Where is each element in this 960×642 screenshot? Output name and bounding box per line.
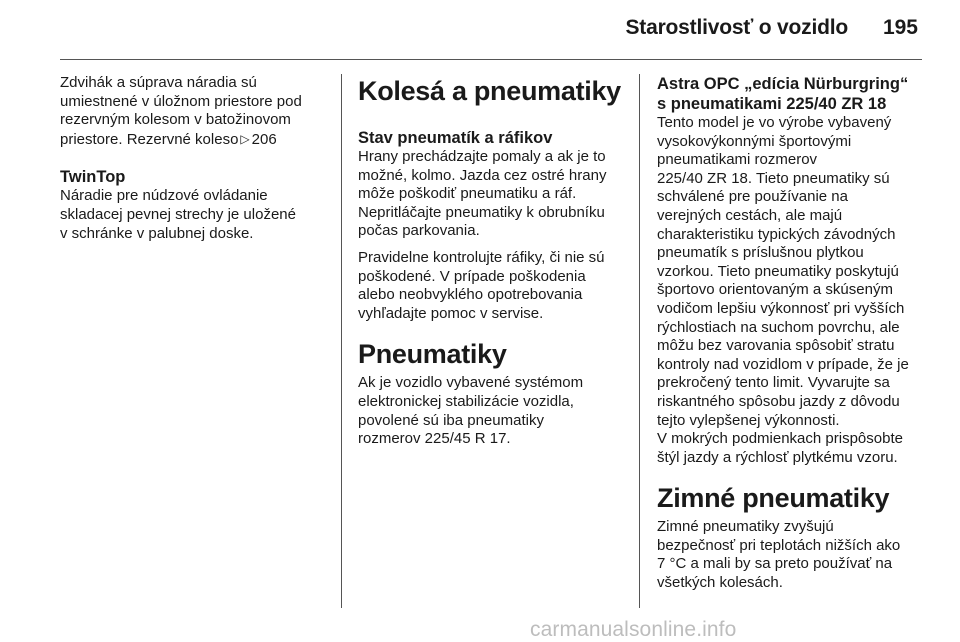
text-line: vyhľadajte pomoc v servise. [358,304,544,322]
text-line: športovo orientovaným a skúseným [657,281,893,299]
text-line: Zimné pneumatiky zvyšujú [657,518,834,536]
column-divider-1 [341,74,342,608]
text-line: vysokovýkonnými športovými [657,132,852,150]
page-number: 195 [882,16,918,39]
text-line: Náradie pre núdzové ovládanie [60,187,268,205]
subheading-astra-opc [657,74,929,114]
text-line: 225/40 ZR 18. Tieto pneumatiky sú [657,169,890,187]
text-line: môžu bez varovania spôsobiť stratu [657,337,895,355]
text-line-part: priestore. Rezervné koleso [60,130,239,148]
column-3 [657,74,929,593]
tyres-paragraph [358,374,630,448]
page-header [0,0,960,62]
text-line: Nepritláčajte pneumatiky k obrubníku [358,203,605,221]
winter-tyres-paragraph [657,518,929,592]
twintop-paragraph [60,187,332,243]
astra-opc-paragraph [657,114,929,467]
tyre-condition-paragraph [358,148,630,241]
column-divider-2 [639,74,640,608]
text-line: umiestnené v úložnom priestore pod [60,92,302,110]
section-heading-wheels-tyres: Kolesá a pneumatiky [358,76,621,106]
text-line: 7 °C a mali by sa preto používať na [657,555,893,573]
column-1 [60,74,332,243]
text-line: Tento model je vo výrobe vybavený [657,114,892,131]
watermark: carmanualsonline.info [530,618,737,641]
page-reference-link[interactable]: 206 [251,130,277,148]
text-line: vodičom lepšiu výkonnosť pri vyšších [657,299,905,317]
rim-check-paragraph [358,249,630,323]
text-line: pneumatikami rozmerov [657,151,818,169]
text-line: Hrany prechádzajte pomaly a ak je to [358,148,606,165]
text-line: riskantného spôsobu jazdy z dôvodu [657,392,900,410]
text-line: pneumatík s príslušnou plytkou [657,244,864,262]
page-title: Starostlivosť o vozidlo [625,16,848,39]
column-2 [358,74,630,449]
text-line: prekročený tento limit. Vyvarujte sa [657,374,890,392]
text-line: rýchlostiach na suchom povrchu, ale [657,318,900,336]
arrow-right-icon: ▷ [240,131,250,146]
subheading-tyre-condition: Stav pneumatík a ráfikov [358,129,553,147]
text-line: všetkých kolesách. [657,574,783,592]
text-line: počas parkovania. [358,222,480,240]
text-line [60,130,332,150]
text-line: Ak je vozidlo vybavené systémom [358,374,584,392]
text-line: schválené pre používanie na [657,188,848,206]
text-line: v schránke v palubnej doske. [60,224,254,242]
text-line: tejto vylepšenej výkonnosti. [657,411,840,429]
text-line: Zdvihák a súprava náradia sú [60,74,257,91]
text-line: elektronickej stabilizácie vozidla, [358,392,574,410]
header-rule [60,59,922,60]
text-line: V mokrých podmienkach prispôsobte [657,430,903,448]
text-line: môže poškodiť pneumatiku a ráf. [358,185,577,203]
text-line: skladacej pevnej strechy je uložené [60,205,296,223]
text-line: poškodené. V prípade poškodenia [358,267,586,285]
text-line: rezervným kolesom v batožinovom [60,111,291,129]
text-line: charakteristiku typických závodných [657,225,896,243]
text-line: povolené sú iba pneumatiky [358,411,544,429]
text-line: štýl jazdy a rýchlosť plytkému vzoru. [657,448,898,466]
text-line: bezpečnosť pri teplotách nižších ako [657,536,901,554]
heading-line: Astra OPC „edícia Nürburgring“ [657,75,909,93]
heading-line: s pneumatikami 225/40 ZR 18 [657,95,887,113]
text-line: Pravidelne kontrolujte ráfiky, či nie sú [358,248,605,266]
tools-paragraph [60,74,332,149]
section-heading-tyres: Pneumatiky [358,339,507,370]
text-line: vzorkou. Tieto pneumatiky poskytujú [657,262,899,280]
text-line: kontroly nad vozidlom v prípade, že je [657,355,909,373]
text-line: rozmerov 225/45 R 17. [358,430,511,448]
text-line: možné, kolmo. Jazda cez ostré hrany [358,166,607,184]
section-heading-winter-tyres: Zimné pneumatiky [657,483,890,514]
text-line: alebo neobvyklého opotrebovania [358,286,583,304]
text-line: verejných cestách, ale majú [657,206,843,224]
twintop-heading: TwinTop [60,168,126,187]
